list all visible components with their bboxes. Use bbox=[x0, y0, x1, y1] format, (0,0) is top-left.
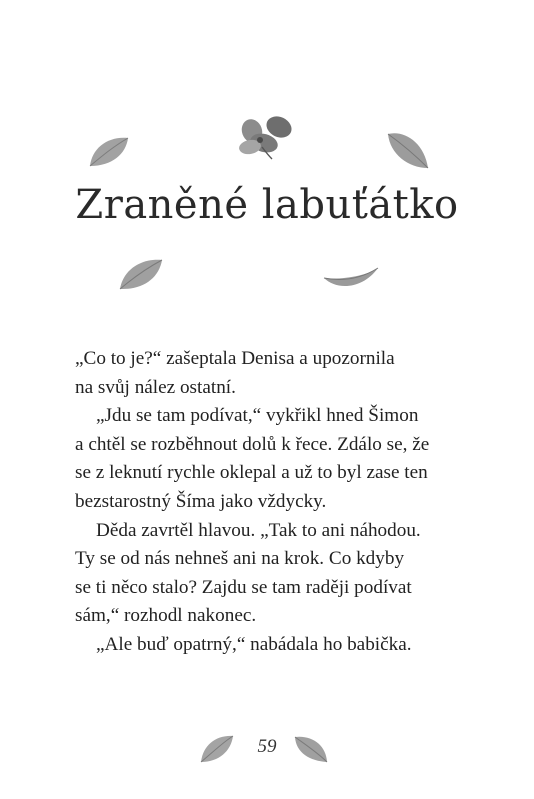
text-line: „Co to je?“ zašeptala Denisa a upozornila bbox=[75, 348, 395, 369]
text-line: bezstarostný Šíma jako vždycky. bbox=[75, 490, 327, 512]
body-text bbox=[75, 345, 475, 660]
chapter-title: Zraněné labuťátko bbox=[75, 182, 459, 228]
text-line: Ty se od nás nehneš ani na krok. Co kdyby bbox=[75, 548, 405, 570]
text-line: sám,“ rozhodl nakonec. bbox=[75, 605, 257, 627]
flower-icon bbox=[232, 113, 298, 161]
text-line: se ti něco stalo? Zajdu se tam raději podívat bbox=[75, 576, 412, 598]
leaf-icon bbox=[322, 264, 380, 292]
leaf-icon bbox=[117, 256, 165, 292]
text-line: na svůj nález ostatní. bbox=[75, 376, 236, 398]
text-line: „Ale buď opatrný,“ nabádala ho babička. bbox=[96, 633, 412, 655]
leaf-icon bbox=[384, 128, 432, 172]
text-line: Děda zavrtěl hlavou. „Tak to ani náhodou. bbox=[96, 519, 421, 541]
text-line: se z leknutí rychle oklepal a už to byl zase ten bbox=[75, 462, 428, 484]
leaf-icon bbox=[292, 733, 330, 765]
text-line: a chtěl se rozběhnout dolů k řece. Zdálo se, že bbox=[75, 433, 430, 455]
page-number: 59 bbox=[257, 736, 277, 757]
text-line: „Jdu se tam podívat,“ vykřikl hned Šimon bbox=[96, 405, 419, 427]
leaf-icon bbox=[86, 134, 132, 170]
